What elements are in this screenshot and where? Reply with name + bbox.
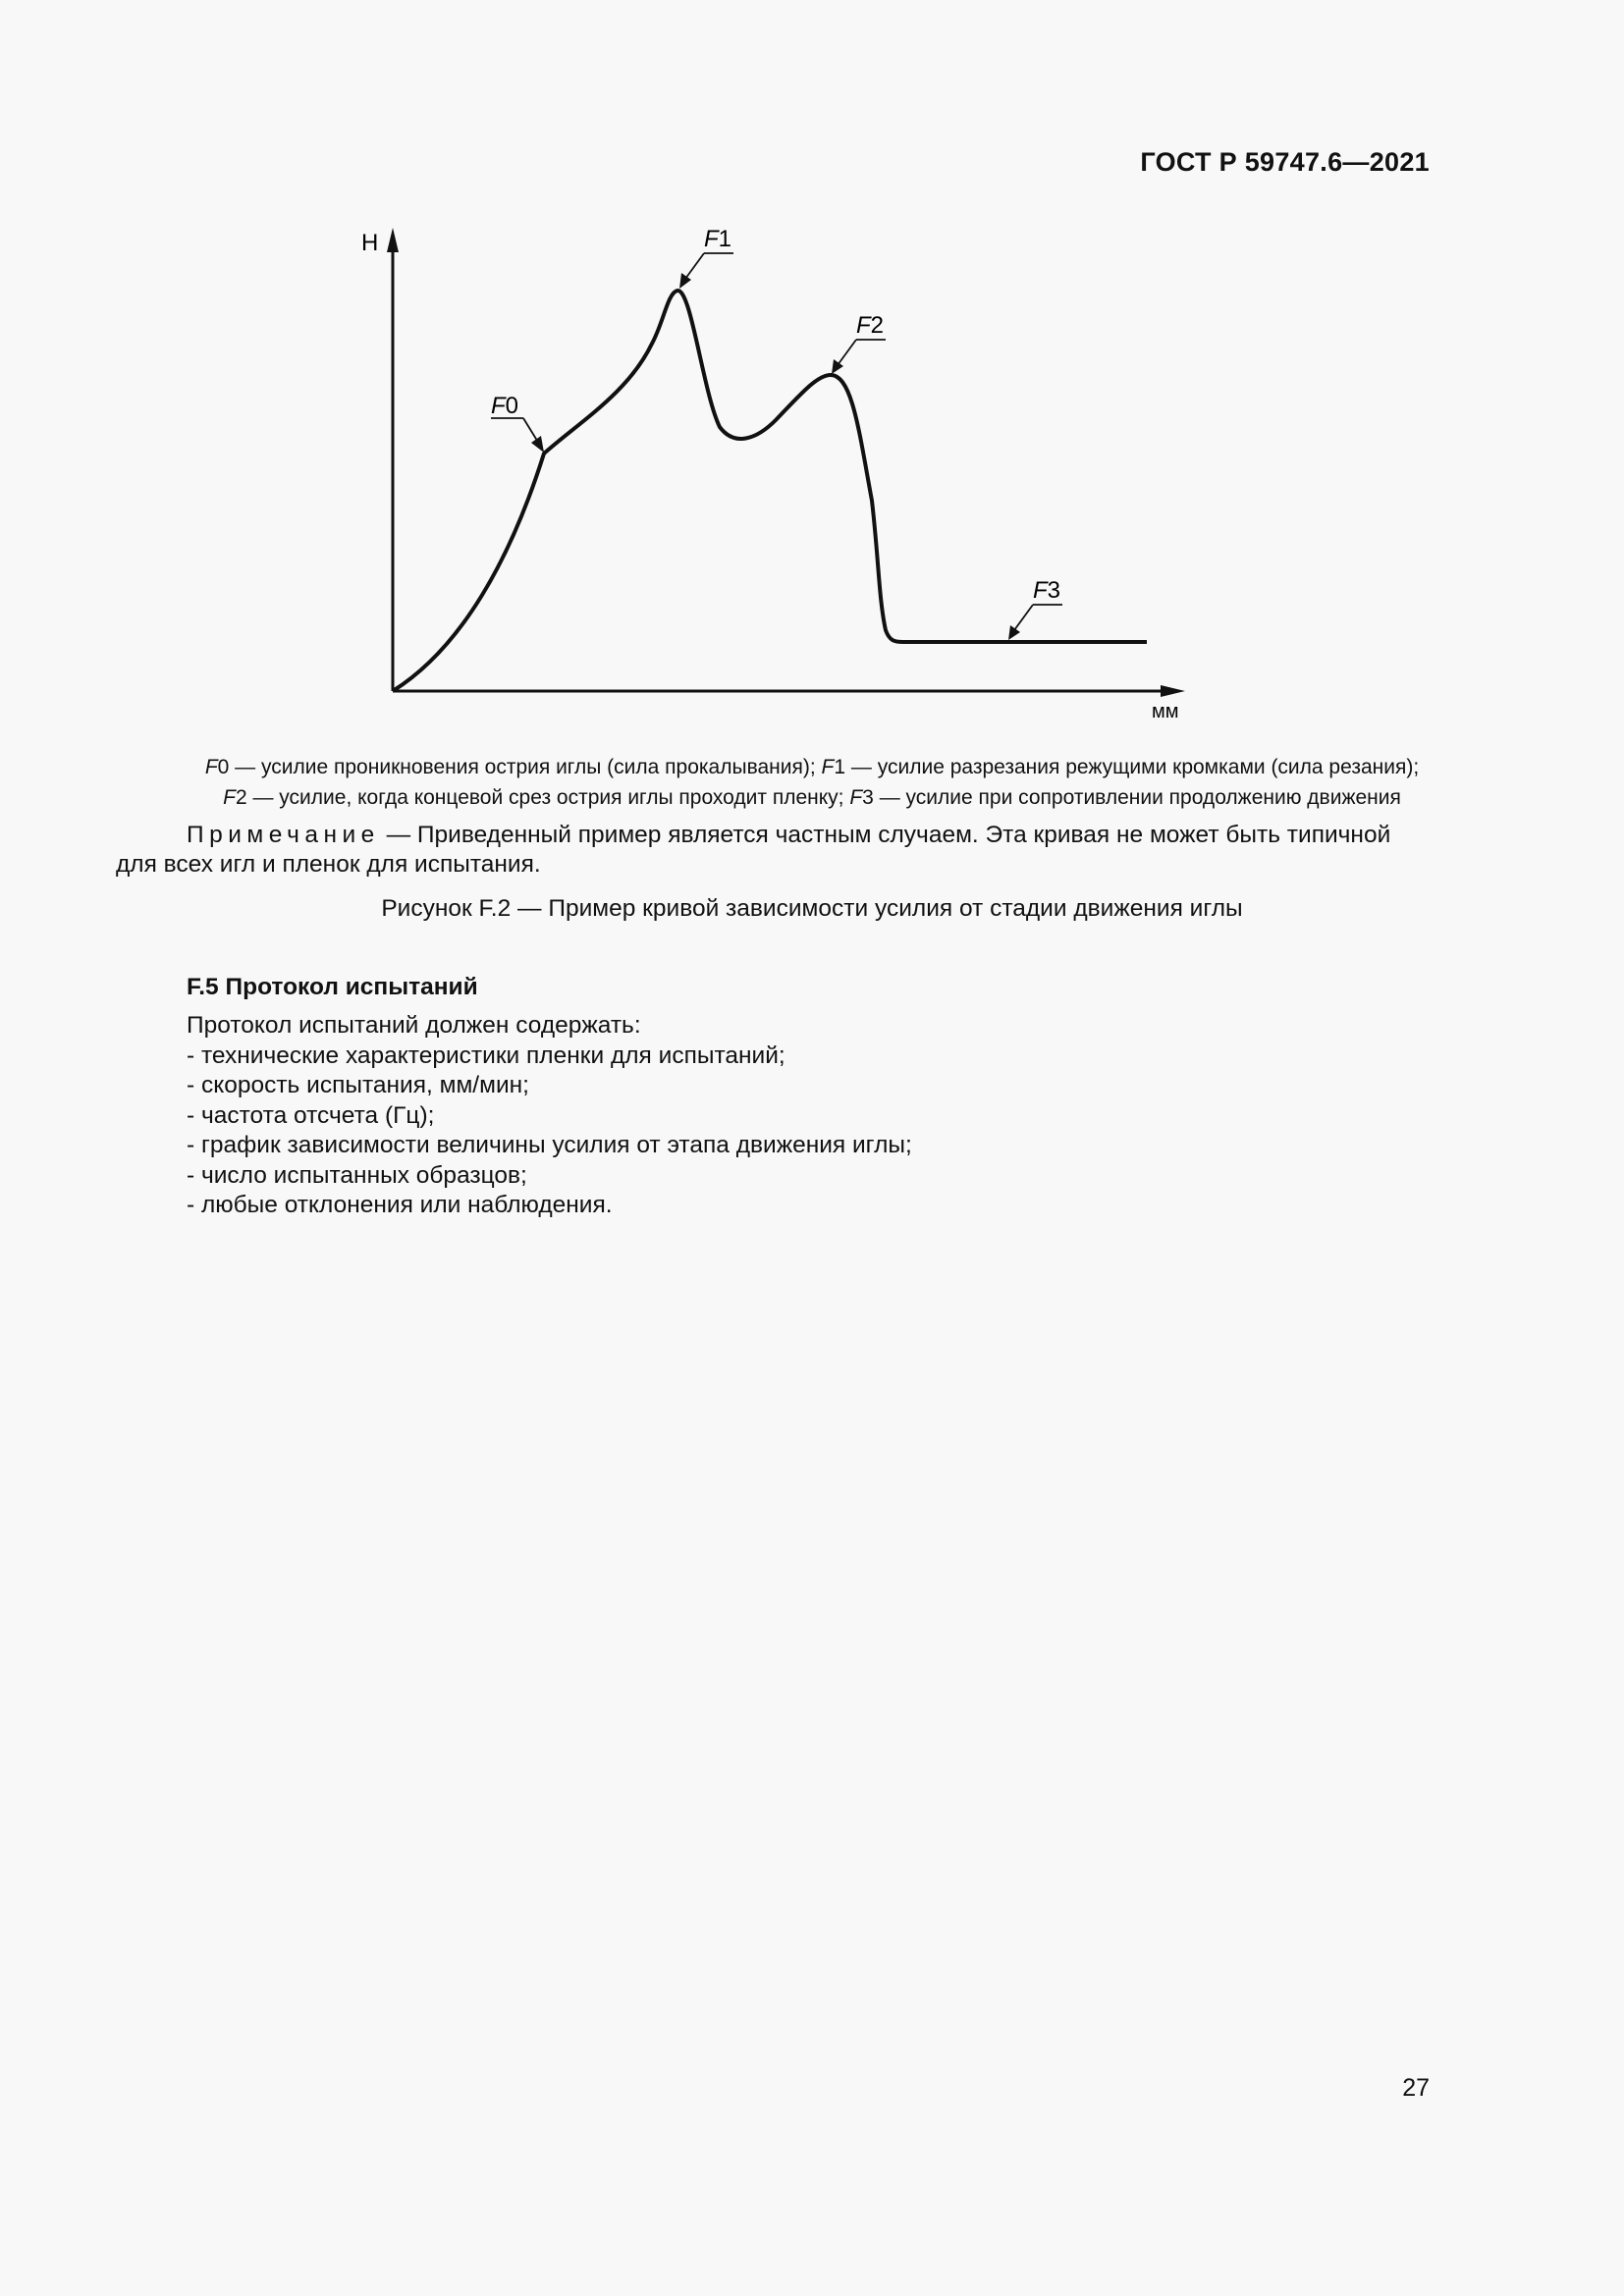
list-item: - технические характеристики пленки для испытаний; xyxy=(187,1041,785,1069)
marker-f3 xyxy=(1008,577,1062,640)
list-item: - скорость испытания, мм/мин; xyxy=(187,1072,529,1098)
marker-f2 xyxy=(832,312,886,374)
marker-f1 xyxy=(679,226,733,289)
figure-caption: Рисунок F.2 — Пример кривой зависимости усилия от стадии движения иглы xyxy=(381,895,1243,922)
figure-legend xyxy=(98,752,1526,813)
marker-f0-label: F0 xyxy=(491,393,519,419)
legend-line-1: F0 — усилие проникновения острия иглы (сила прокалывания); F1 — усилие разрезания режущими кромками (сила резания); xyxy=(204,756,1420,778)
marker-f0 xyxy=(491,393,544,453)
y-axis-label: Н xyxy=(361,230,379,256)
marker-f1-label: F1 xyxy=(704,226,732,252)
note-text: — Приведенный пример является частным случаем. Эта кривая не может быть типичной для всех игл и пленок для испытания. xyxy=(116,822,1391,878)
y-axis-arrow xyxy=(387,228,399,252)
document-code: ГОСТ Р 59747.6—2021 xyxy=(1140,147,1430,177)
x-axis-arrow xyxy=(1161,685,1185,697)
section-title: F.5 Протокол испытаний xyxy=(187,974,478,1000)
list-item: - частота отсчета (Гц); xyxy=(187,1101,435,1129)
marker-f3-label: F3 xyxy=(1033,577,1061,604)
legend-line-2: F2 — усилие, когда концевой срез острия иглы проходит пленку; F3 — усилие при сопротивлении продолжению движения xyxy=(223,786,1401,809)
protocol-list xyxy=(187,1011,912,1221)
force-curve-figure xyxy=(0,0,1624,746)
page-number: 27 xyxy=(1402,2074,1430,2102)
note-label: Примечание xyxy=(187,822,380,848)
marker-f2-label: F2 xyxy=(856,312,885,339)
figure-note xyxy=(116,821,1430,880)
x-axis-label: мм xyxy=(1152,701,1179,722)
list-item: - график зависимости величины усилия от этапа движения иглы; xyxy=(187,1132,912,1158)
list-item: - любые отклонения или наблюдения. xyxy=(187,1192,613,1218)
list-item: - число испытанных образцов; xyxy=(187,1161,527,1189)
list-item: Протокол испытаний должен содержать: xyxy=(187,1012,641,1039)
force-curve xyxy=(393,291,1147,691)
